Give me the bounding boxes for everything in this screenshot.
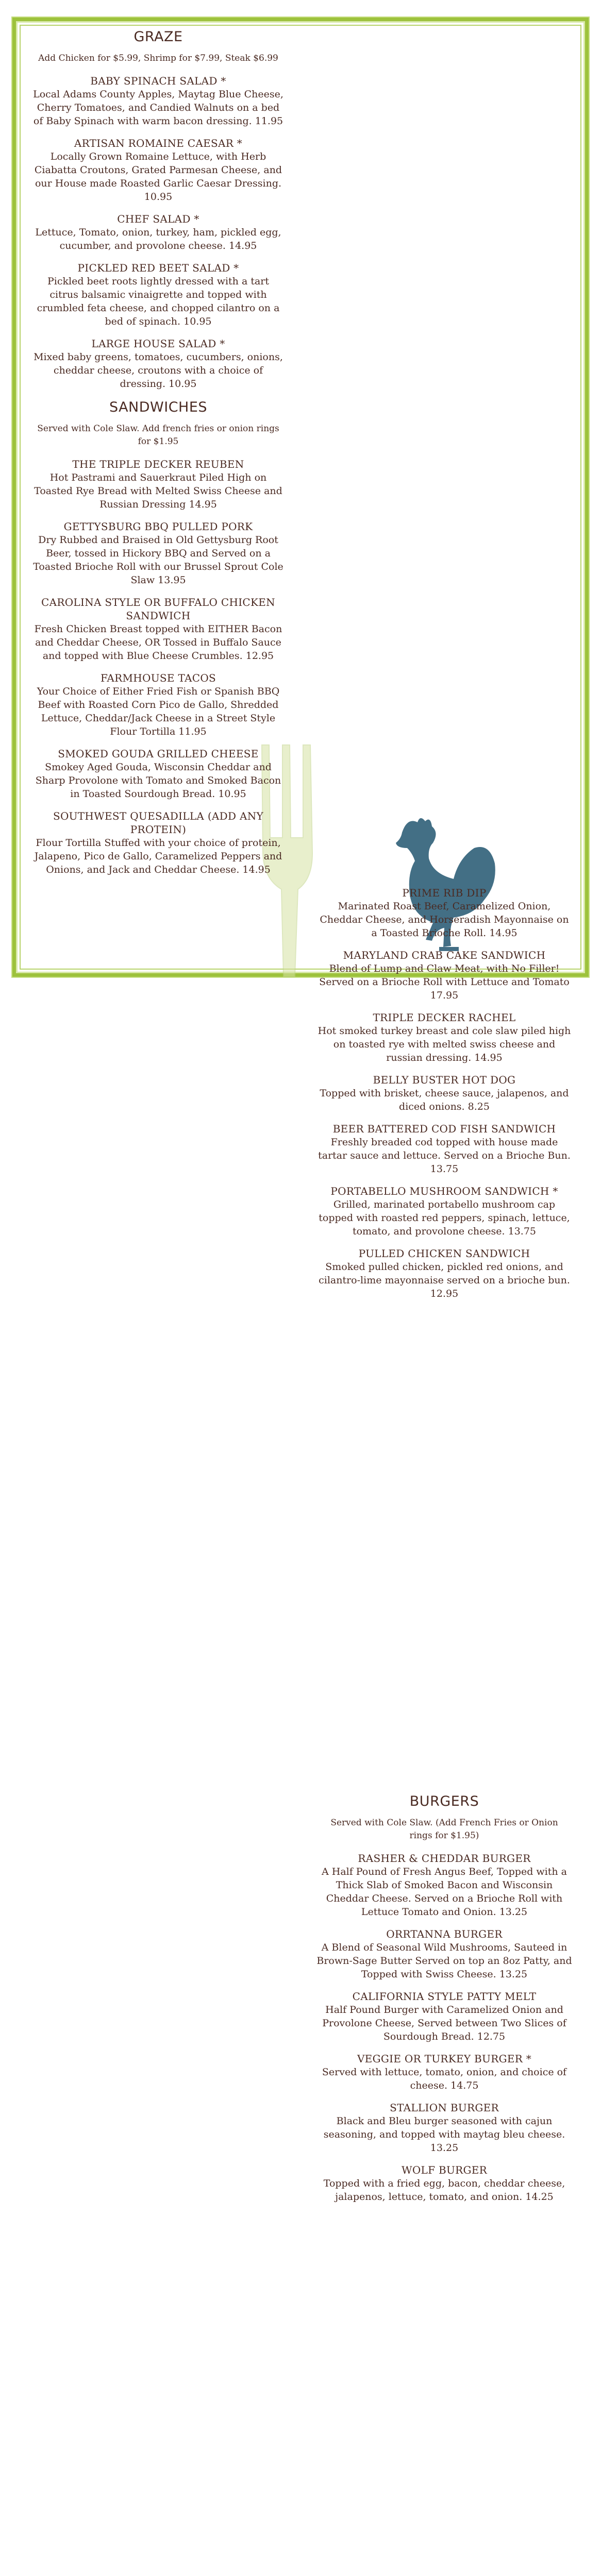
menu-item — [32, 520, 285, 587]
item-desc: Blend of Lump and Claw Meat, with No Filler! Served on a Brioche Roll with Lettuce and Tomato 17.95 — [319, 963, 570, 1001]
menu-item — [315, 886, 573, 940]
item-name: CAROLINA STYLE OR BUFFALO CHICKEN SANDWICH — [41, 596, 275, 622]
item-desc: Your Choice of Either Fried Fish or Spanish BBQ Beef with Roasted Corn Pico de Gallo, Shredded Lettuce, Cheddar/Jack Cheese in a Street Style Flour Tortilla 11.95 — [37, 686, 280, 737]
item-desc: Locally Grown Romaine Lettuce, with Herb Ciabatta Croutons, Grated Parmesan Cheese, and our House made Roasted Garlic Caesar Dressing. 10.95 — [34, 151, 282, 202]
item-name: ARTISAN ROMAINE CAESAR * — [74, 137, 243, 149]
item-name: BEER BATTERED COD FISH SANDWICH — [332, 1123, 556, 1135]
item-desc: Dry Rubbed and Braised in Old Gettysburg Root Beer, tossed in Hickory BBQ and Served on a Toasted Brioche Roll with our Brussel Sprout Cole Slaw 13.95 — [33, 534, 283, 586]
item-desc: Local Adams County Apples, Maytag Blue Cheese, Cherry Tomatoes, and Candied Walnuts on a bed of Baby Spinach with warm bacon dressing. 11.95 — [33, 89, 283, 127]
item-name: CALIFORNIA STYLE PATTY MELT — [352, 1990, 537, 2003]
menu-item — [315, 1122, 573, 1176]
menu-item — [32, 671, 285, 738]
item-desc: Pickled beet roots lightly dressed with a tart citrus balsamic vinaigrette and topped with crumbled feta cheese, and chopped cilantro on a bed of spinach. 10.95 — [37, 276, 280, 327]
item-desc: Topped with brisket, cheese sauce, jalapenos, and diced onions. 8.25 — [320, 1088, 569, 1112]
item-name: MARYLAND CRAB CAKE SANDWICH — [343, 949, 546, 961]
item-desc: Marinated Roast Beef, Caramelized Onion, Cheddar Cheese, and Horseradish Mayonnaise on a Toasted Brioche Roll. 14.95 — [320, 901, 569, 939]
item-desc: Topped with a fried egg, bacon, cheddar cheese, jalapenos, lettuce, tomato, and onion. 14.25 — [323, 2178, 565, 2202]
menu-item — [315, 1011, 573, 1064]
item-desc: Smoked pulled chicken, pickled red onions, and cilantro-lime mayonnaise served on a brioche bun. 12.95 — [319, 1261, 570, 1299]
item-name: ORRTANNA BURGER — [386, 1928, 503, 1940]
menu-item — [315, 2101, 573, 2155]
sandwiches-title: SANDWICHES — [109, 399, 208, 415]
item-name: WOLF BURGER — [401, 2164, 487, 2176]
menu-item — [315, 1990, 573, 2043]
menu-item — [315, 2163, 573, 2204]
item-name: GETTYSBURG BBQ PULLED PORK — [63, 520, 253, 533]
item-desc: Grilled, marinated portabello mushroom cap topped with roasted red peppers, spinach, lettuce, tomato, and provolone cheese. 13.75 — [319, 1199, 570, 1237]
item-name: FARMHOUSE TACOS — [100, 672, 216, 684]
item-name: RASHER & CHEDDAR BURGER — [358, 1852, 531, 1865]
item-name: PRIME RIB DIP — [402, 887, 487, 899]
item-name: THE TRIPLE DECKER REUBEN — [72, 458, 244, 470]
item-name: PORTABELLO MUSHROOM SANDWICH * — [330, 1185, 558, 1197]
item-desc: Served with lettuce, tomato, onion, and choice of cheese. 14.75 — [322, 2066, 567, 2091]
menu-item — [32, 261, 285, 328]
item-desc: Fresh Chicken Breast topped with EITHER Bacon and Cheddar Cheese, OR Tossed in Buffalo Sauce and topped with Blue Cheese Crumbles. 12.95 — [34, 623, 282, 662]
item-desc: Smokey Aged Gouda, Wisconsin Cheddar and Sharp Provolone with Tomato and Smoked Bacon in Toasted Sourdough Bread. 10.95 — [35, 761, 281, 800]
item-name: STALLION BURGER — [390, 2102, 499, 2114]
item-name: CHEF SALAD * — [117, 213, 199, 225]
item-desc: A Blend of Seasonal Wild Mushrooms, Sauteed in Brown-Sage Butter Served on top an 8oz Patty, and Topped with Swiss Cheese. 13.25 — [316, 1942, 572, 1980]
item-name: BABY SPINACH SALAD * — [90, 75, 226, 87]
item-name: SMOKED GOUDA GRILLED CHEESE — [58, 748, 259, 760]
menu-item — [315, 948, 573, 1002]
menu-item — [32, 74, 285, 128]
left-column — [32, 29, 285, 876]
item-desc: Hot smoked turkey breast and cole slaw piled high on toasted rye with melted swiss cheese and russian dressing. 14.95 — [318, 1025, 571, 1063]
item-name: BELLY BUSTER HOT DOG — [373, 1074, 516, 1086]
item-name: PICKLED RED BEET SALAD * — [77, 262, 239, 274]
menu-item — [315, 2052, 573, 2092]
item-desc: Black and Bleu burger seasoned with cajun seasoning, and topped with maytag bleu cheese. 13.25 — [323, 2115, 565, 2154]
item-desc: Half Pound Burger with Caramelized Onion and Provolone Cheese, Served between Two Slices of Sourdough Bread. 12.75 — [322, 2004, 566, 2042]
menu-item — [315, 1927, 573, 1981]
menu-item — [315, 1073, 573, 1113]
menu-item — [32, 809, 285, 876]
menu-item — [315, 1852, 573, 1919]
right-column — [315, 886, 573, 1300]
menu-item — [32, 596, 285, 663]
item-desc: Flour Tortilla Stuffed with your choice of protein, Jalapeno, Pico de Gallo, Caramelized Peppers and Onions, and Jack and Cheddar Cheese. 14.95 — [34, 837, 282, 875]
menu-item — [315, 1184, 573, 1238]
item-name: VEGGIE OR TURKEY BURGER * — [357, 2053, 532, 2065]
sandwiches-note: Served with Cole Slaw. Add french fries or onion rings for $1.95 — [37, 423, 279, 447]
menu-item — [32, 457, 285, 511]
burgers-section — [315, 1793, 573, 2204]
graze-title: GRAZE — [133, 29, 183, 45]
item-desc: Hot Pastrami and Sauerkraut Piled High on Toasted Rye Bread with Melted Swiss Cheese and Russian Dressing 14.95 — [34, 472, 282, 510]
item-name: SOUTHWEST QUESADILLA (ADD ANY PROTEIN) — [53, 810, 264, 836]
menu-item — [315, 1247, 573, 1300]
menu-item — [32, 137, 285, 204]
menu-item — [32, 337, 285, 391]
menu-item — [32, 212, 285, 252]
burgers-title: BURGERS — [409, 1793, 479, 1809]
burgers-note: Served with Cole Slaw. (Add French Fries or Onion rings for $1.95) — [330, 1818, 558, 1841]
menu-item — [32, 747, 285, 801]
item-name: LARGE HOUSE SALAD * — [91, 337, 225, 350]
item-desc: Freshly breaded cod topped with house made tartar sauce and lettuce. Served on a Brioche Bun. 13.75 — [318, 1137, 571, 1175]
item-desc: A Half Pound of Fresh Angus Beef, Topped with a Thick Slab of Smoked Bacon and Wisconsin Cheddar Cheese. Served on a Brioche Roll with Lettuce Tomato and Onion. 13.25 — [321, 1866, 567, 1918]
item-desc: Lettuce, Tomato, onion, turkey, ham, pickled egg, cucumber, and provolone cheese. 14.95 — [35, 227, 281, 251]
item-desc: Mixed baby greens, tomatoes, cucumbers, onions, cheddar cheese, croutons with a choice of dressing. 10.95 — [34, 351, 283, 389]
item-name: PULLED CHICKEN SANDWICH — [358, 1247, 530, 1260]
item-name: TRIPLE DECKER RACHEL — [373, 1011, 516, 1024]
graze-note: Add Chicken for $5.99, Shrimp for $7.99, Steak $6.99 — [38, 53, 278, 63]
